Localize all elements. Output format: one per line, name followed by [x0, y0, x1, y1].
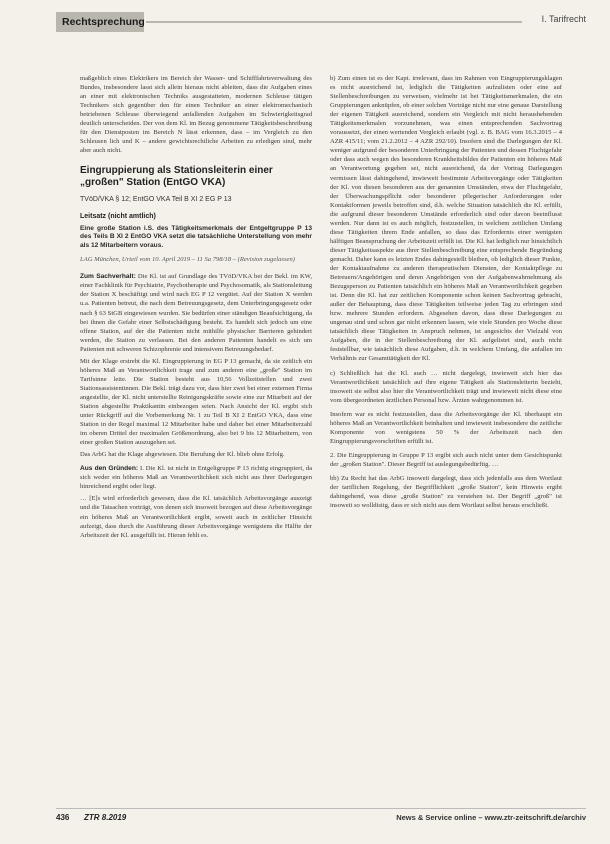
right-column — [330, 74, 562, 513]
left-column — [80, 74, 312, 543]
page-header — [56, 12, 586, 34]
paragraph-c: c) Schließlich hat die Kl. auch … nicht dargelegt, inwieweit sich hier das Verantwortlichkeit tatsächlich auf ihre eigene Tätigkeit als Stationsleiterin bezieht, insoweit sie selbst also hier die Verantwortlichkeit trägt und inwieweit nicht diese eine vom übergeordneten ärztlichen Personal bzw. Ärzten wahrgenommen ist. — [330, 369, 562, 404]
magazine-issue: ZTR 8.2019 — [84, 813, 127, 822]
leitsatz-heading: Leitsatz (nicht amtlich) — [80, 213, 156, 221]
article-title: Eingruppierung als Stationsleiterin einer „großen" Station (EntGO VKA) — [80, 165, 273, 189]
footer-online-link: News & Service online – www.ztr-zeitschrift.de/archiv — [396, 813, 586, 822]
court-source: LAG München, Urteil vom 10. April 2019 – 11 Sa 798/18 – (Revision zugelassen) — [80, 256, 295, 264]
page-footer — [56, 808, 586, 825]
paragraph-e: 2. Die Eingruppierung in Gruppe P 13 ergibt sich auch nicht unter dem Gesichtspunkt der „großen Station". Dieser Begriff ist auslegungsbedürftig. … — [330, 451, 562, 468]
gruende-text: I. Die Kl. ist nicht in Entgeltgruppe P 13 richtig eingruppiert, da sich weder ein höheres Maß an Verantwortlichkeit sich nicht aus ihrer Darlegungen hinreichend ergibt oder liegt. — [80, 465, 313, 491]
page-number: 436 — [56, 813, 70, 822]
section-tab: Rechtsprechung — [56, 12, 144, 32]
paragraph-f: bb) Zu Recht hat das ArbG insoweit dargelegt, dass sich jedenfalls aus dem Wortlaut der tariflichen Regelung, der Begrifflichkeit „große Station", kein Hinweis ergibt dahingehend, was diese „große Station" zu verstehen ist. Der Begriff „groß" ist insoweit so wolldisitg, dass er sich nicht aus dem Wortlaut selbst heraus erschließt. — [330, 474, 562, 510]
leitsatz-text: Eine große Station i.S. des Tätigkeitsmerkmals der Entgeltgruppe P 13 des Teils B XI 2 EntGO VKA setzt die tatsächliche Unterstellung von mehr als 12 Mitarbeitern voraus. — [80, 224, 312, 249]
gruende-paragraph — [80, 464, 312, 491]
article-norms: TVöD/VKA § 12; EntGO VKA Teil B XI 2 EG P 13 — [80, 196, 232, 204]
sachverhalt-text: Die Kl. ist auf Grundlage des TVöD/VKA bei der Bekl. im KW, einer Fachklinik für Psychiatrie, Psychotherapie und Psychosomatik, als Stationsleitung der Station X beschäftigt und wird nach EG P 12 vergütet. Auf der Station X werden u.a. Patienten betreut, die nach dem Betreuungsgesetz, dem Unterbringungsgesetz oder nach § 63 StGB eingewiesen wurden. Sie bedürfen einer ständigen Beaufsichtigung, da bei ihnen die Gefahr einer Selbstschädigung besteht. Es handelt sich jedoch um eine offene Station, auf der die Patienten nicht mithilfe physischer Barrieren gehindert werden, die Station zu verlassen. Bei den anderen Patienten handelt es sich um Patienten mit schweren Schizophrenie und intensivem Betreuungsbedarf. — [80, 273, 312, 353]
sachverhalt-paragraph — [80, 272, 312, 353]
paragraph-d: Insofern war es nicht festzustellen, dass die Arbeitsvorgänge der Kl. überhaupt ein höheres Maß an Verantwortlichkeit beinhalten und inwieweit insbesondere die zeitliche Komponente von wenigstens 50 % der Arbeitszeit nach den Eingruppierungsvorschriften erfüllt ist. — [330, 410, 562, 445]
klage-paragraph: Mit der Klage erstrebt die Kl. Eingruppierung in EG P 13 gemacht, da sie zeitlich ein höheres Maß an Verantwortlichkeit trage und zum anderen eine „große" Station im Tarifsinne leite. Die Station besteht aus 10,56 Vollzeitstellen und zwei Stationsassistentinnen. Die Bekl. trägt dazu vor, dass hier zwei bei einer externen Firma angestellte, der Kl. nicht unterstellte Reinigungskräfte sowie eine zur Mitarbeit auf der Station abgestellte Praktikantin einbezogen seien. Nach Ansicht der Kl. ergibt sich unter Rückgriff auf die Vorbemerkung Nr. 1 zu Teil B XI 2 EntGO VKA, dass eine Station in der Regel maximal 12 Mitarbeiter habe und daher bei einer Mitarbeiterzahl im oberen Drittel der maximalen Größenordnung, also bei 9 bis 12 Mitarbeitern, von einer großen Station auszugehen sei. — [80, 357, 312, 447]
intro-paragraph: maßgeblich eines Elektrikers im Bereich der Wasser- und Schifffahrtsverwaltung des Bundes, insbesondere lasst sich allein hieraus nicht ableiten, dass die Aufgaben eines an einer mit elektronischen Techniks ausgestatteten, modernen Schleuse tätigen Technikers sich gegenüber den für einen Techniker an einer elektromechanisch betriebenen Schleuse überwiegend anfallenden Aufgaben im Schwierigkeitsgrad deutlich unterscheiden. Der von dem Kl. im Bezug genommene Tätigkeitsbeschreibung für den Dienstposten im Bereich N lässt erkennen, dass – im Vergleich zu den Schleusen lich und K – andere gewichtsrechtliche Arbeiten zu erledigen sind, mehr aber auch nicht. — [80, 75, 312, 155]
header-category: I. Tarifrecht — [541, 14, 586, 24]
abgewiesen-paragraph: Das ArbG hat die Klage abgewiesen. Die Berufung der Kl. blieb ohne Erfolg. — [80, 451, 285, 459]
gruende-heading: Aus den Gründen: — [80, 465, 139, 473]
sachverhalt-heading: Zum Sachverhalt: — [80, 273, 136, 281]
header-rule — [146, 21, 522, 23]
paragraph-b: b) Zum einen ist es der Kapt. irrelevant, dass im Rahmen von Eingruppierungsklagen es nicht ausreichend ist, lediglich die Tätigkeiten aufzulisten oder eine auf Stellenbeschreibungen zu verweisen, vielmehr ist bei Tätigkeitsmerkmalen, die ein Gruppierungen anknüpfen, ob einer solchen Vorträge nicht nur eine genaue Darstellung der eigenen Tätigkeit ausreichend, sondern ein Vergleich mit nicht heraushebenden Tätigkeitsmerkmalen vorzunehmen, was einen entsprechenden Sachvortrag voraussetzt, der einen wertenden Vergleich erlaubt (vgl. z. B. BAG vom 16.3.2015 – 4 AZR 415/11; vom 21.2.2012 – 4 AZR 292/10). Insofern sind die Darlegungen der Kl. weniger aufgrund der besonderen Unterbringung der Patienten und dessen Fluchtgefahr oder dass auch wegen des besonderen Krankheitsbildes der Patienten ein höheres Maß an Verantwortung gegeben sei, nicht ausreichend, da der Vortrag Darlegungen vermissen lässt dahingehend, inwieweit bestimmte Arbeitsvorgänge oder Tätigkeiten der Kl. von diesen besonderen aus der genannten Umständen, etwa der Fluchtgefahr, der Überwachungspflicht oder besonderer pflegerischer Anforderungen oder Kontaktformen jeweils betroffen sind, d.h. welche Situation tatsächlich die Kl. erfüllt, die aufgrund dieser besonderen Umstände erforderlich sind oder davon beeinflusst werden. Nur dann ist es auch möglich, festzustellen, in welchem zeitlichen Umfang diese Tätigkeiten ihrem Ende anfallen, so dass das Erfordernis einer wenigsten hälftigen Beanspruchung der Arbeitszeit erfüllt ist. Die Kl. hat lediglich nur hinsichtlich dieser Tätigkeitsaspekte aus ihrer Stellenbeschreibung eine entsprechende Begründung gemacht. Daher kann es letzten Endes dahingestellt bleiben, ob lediglich dieser Punkte, der Kontaktaufnahme zu anderen therapeutischen Diensten, der Kontaktpflege zu Betreuern/Angehörigen und deren Angehörigen von der Aufgabenwahrnehmung als Bezugsperson zu Patienten tatsächlich ein höheres Maß an Verantwortlichkeit gegeben ist. Denn die Kl. hat zur zeitlichen Komponente schon keinen Sachvortrag gebracht, außer der Behauptung, dass diese Tätigkeiten teilweise jeden Tag zu erbringen sind bzw. mehrere Stunden erfordern. Abgesehen davon, dass diese Darlegungen zu ungenau sind und schon gar nicht erkennen lassen, wie viele Stunden pro Woche diese tatsächlich diese Tätigkeiten in Anspruch nehmen, ist angesichts der Vielzahl von Aufgaben, die in der Stellenbeschreibung der Kl. aufgelistet sind, auch nicht feststellbar, wie tatsächlich diese Aufgaben, d.h. in welchem Umfang, die anfallen im Verhältnis zur Gesamttätigkeit der Kl. — [330, 75, 563, 363]
gruende-paragraph-2: … [E]s wird erforderlich gewesen, dass die Kl. tatsächlich Arbeitsvorgänge auszeigt und die Tatsachen vorträgt, von denen sich insoweit bezogen auf diese Arbeitsvorgänge ein höheres Maß an Verantwortlichkeit ergibt, soweit auch in zeitlicher Hinsicht aufzeigt, dass durch die Ausführung dieser Arbeitsvorgänge wenigstens die Hälfte der Arbeitszeit der Kl. ausgefüllt ist. Hieran fehlt es. — [80, 495, 312, 539]
